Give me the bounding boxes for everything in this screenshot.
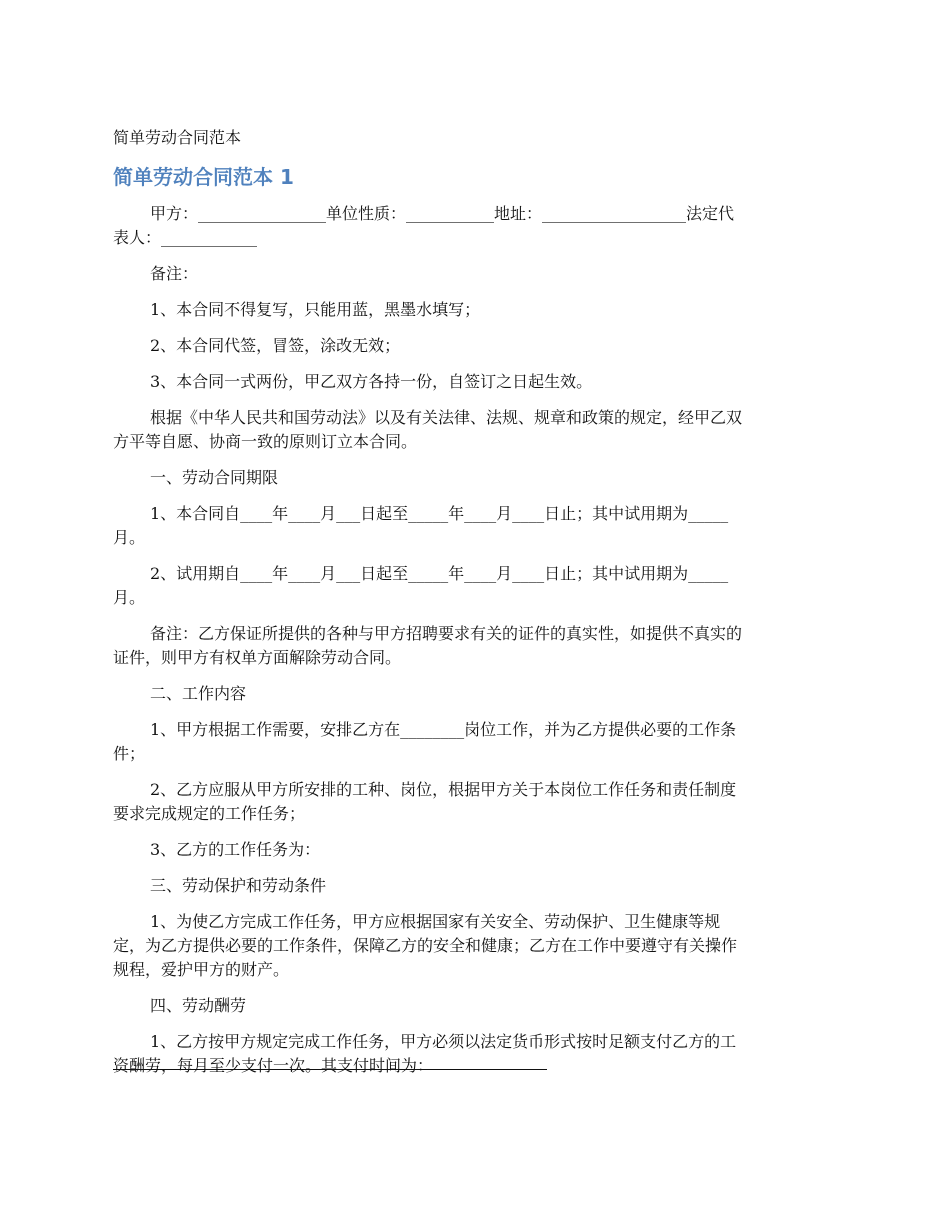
- paragraph-line: 备注：: [150, 264, 199, 283]
- contract-paragraph: [113, 718, 840, 766]
- paragraph-line: 一、劳动合同期限: [150, 468, 279, 487]
- paragraph-line: 件；: [113, 744, 146, 763]
- paragraph-line: 方平等自愿、协商一致的原则订立本合同。: [113, 432, 418, 451]
- paragraph-line: 三、劳动保护和劳动条件: [150, 876, 327, 895]
- contract-paragraph: [113, 874, 840, 898]
- paragraph-line: 1、乙方按甲方规定完成工作任务，甲方必须以法定货币形式按时足额支付乙方的工: [150, 1032, 737, 1051]
- document-title: 简单劳动合同范本: [113, 128, 242, 147]
- paragraph-line: 定，为乙方提供必要的工作条件，保障乙方的安全和健康；乙方在工作中要遵守有关操作: [113, 936, 738, 955]
- contract-paragraph: [113, 262, 840, 286]
- paragraph-line: 四、劳动酬劳: [150, 996, 247, 1015]
- paragraph-line: 1、甲方根据工作需要，安排乙方在________岗位工作，并为乙方提供必要的工作条: [150, 720, 737, 739]
- paragraph-line: 证件，则甲方有权单方面解除劳动合同。: [113, 648, 402, 667]
- contract-paragraph: [113, 778, 840, 826]
- contract-paragraph: [113, 334, 840, 358]
- paragraph-line: 1、为使乙方完成工作任务，甲方应根据国家有关安全、劳动保护、卫生健康等规: [150, 912, 721, 931]
- contract-paragraph: [113, 838, 840, 862]
- contract-paragraph: [113, 298, 840, 322]
- paragraph-line: 规程，爱护甲方的财产。: [113, 960, 290, 979]
- paragraph-line: 1、本合同自____年____月___日起至_____年____月____日止；其中试用期为_____: [150, 504, 729, 523]
- paragraph-line: 2、试用期自____年____月___日起至_____年____月____日止；其中试用期为_____: [150, 564, 729, 583]
- contract-paragraph: [113, 370, 840, 394]
- paragraph-line: 月。: [113, 588, 146, 607]
- paragraph-line: 甲方：________________单位性质：___________地址：__________________法定代: [150, 204, 735, 223]
- paragraph-line: 3、本合同一式两份，甲乙双方各持一份，自签订之日起生效。: [150, 372, 593, 391]
- contract-paragraph: [113, 994, 840, 1018]
- contract-paragraph: [113, 406, 840, 454]
- contract-paragraph: [113, 622, 840, 670]
- paragraph-line: 1、本合同不得复写，只能用蓝，黑墨水填写；: [150, 300, 481, 319]
- paragraph-line: 表人：____________: [113, 228, 258, 247]
- contract-paragraph: [113, 682, 840, 706]
- paragraph-line: 备注：乙方保证所提供的各种与甲方招聘要求有关的证件的真实性，如提供不真实的: [150, 624, 743, 643]
- contract-body: [113, 202, 840, 1090]
- paragraph-line: 二、工作内容: [150, 684, 247, 703]
- paragraph-line: 资酬劳，每月至少支付一次。其支付时间为：: [113, 1056, 434, 1075]
- paragraph-line: 3、乙方的工作任务为：: [150, 840, 321, 859]
- paragraph-line: 月。: [113, 528, 146, 547]
- paragraph-line: 2、乙方应服从甲方所安排的工种、岗位，根据甲方关于本岗位工作任务和责任制度: [150, 780, 737, 799]
- payment-time-blank-line: [113, 1069, 547, 1070]
- contract-paragraph: [113, 202, 840, 250]
- contract-paragraph: [113, 502, 840, 550]
- section-heading: 简单劳动合同范本 1: [113, 165, 294, 189]
- paragraph-line: 根据《中华人民共和国劳动法》以及有关法律、法规、规章和政策的规定，经甲乙双: [150, 408, 743, 427]
- contract-paragraph: [113, 910, 840, 982]
- paragraph-line: 要求完成规定的工作任务；: [113, 804, 306, 823]
- paragraph-line: 2、本合同代签，冒签，涂改无效；: [150, 336, 401, 355]
- contract-paragraph: [113, 562, 840, 610]
- contract-paragraph: [113, 466, 840, 490]
- contract-paragraph: [113, 1030, 840, 1078]
